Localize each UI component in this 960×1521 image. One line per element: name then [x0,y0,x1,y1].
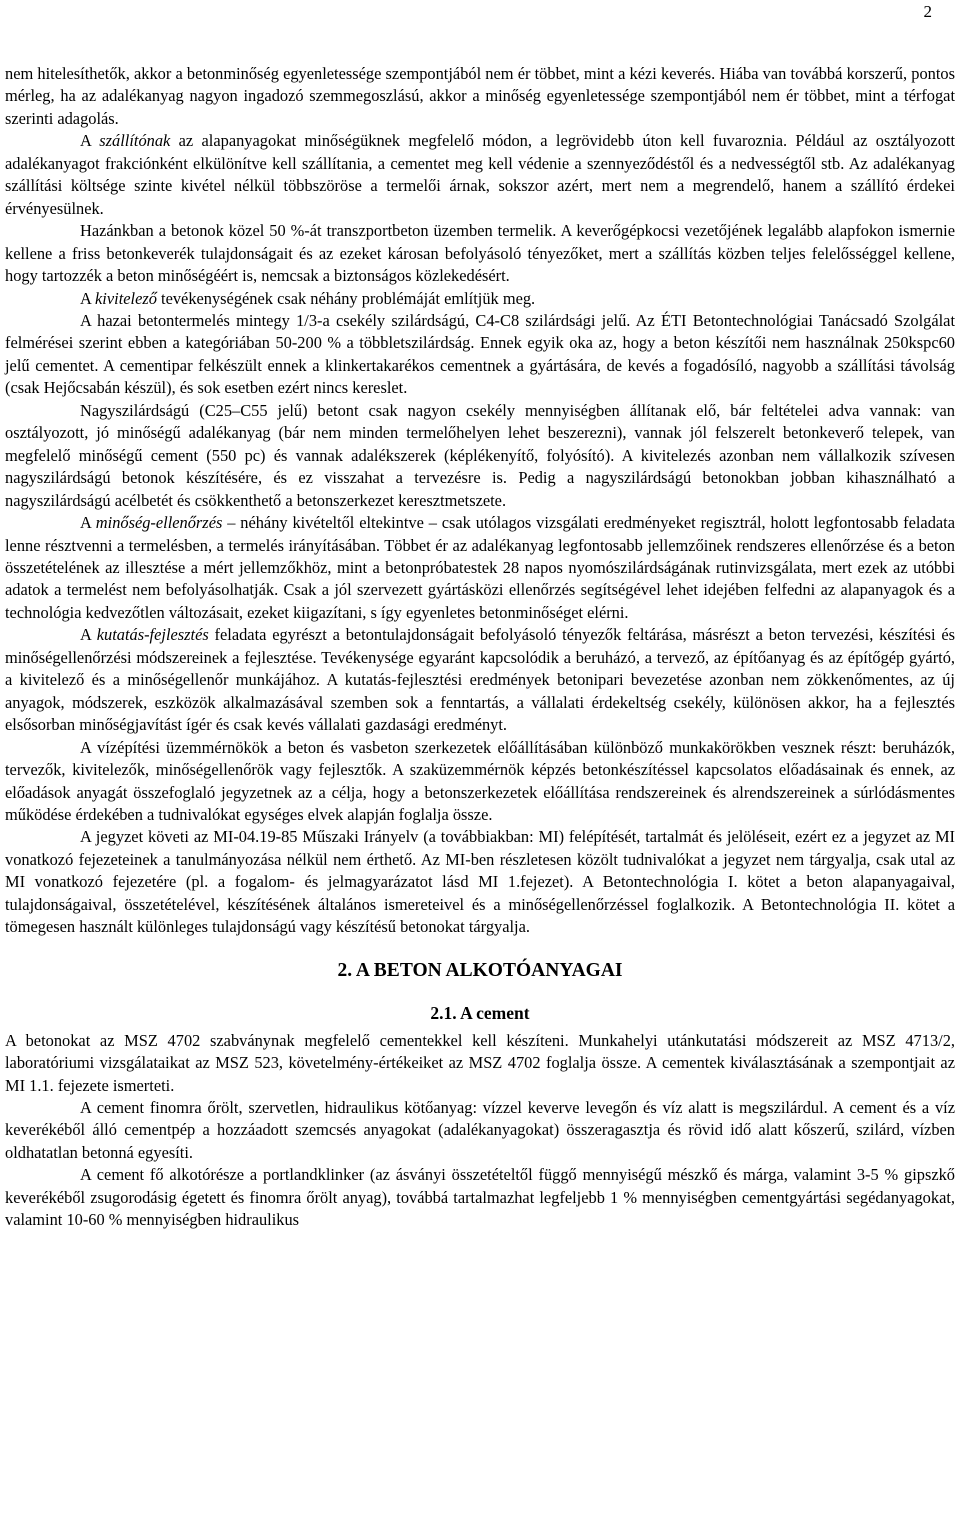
paragraph-quality-control [5,512,955,624]
paragraph-contractor [5,288,955,310]
paragraph-production: A hazai betontermelés mintegy 1/3-a csekély szilárdságú, C4-C8 szilárdsági jelű. Az ÉTI Betontechnológiai Tanácsadó Szolgálat felmérései szerint ebben a kategóriában 50-200 % a többletszilárdság. Ennek egyik oka az, hogy a beton készítői nem használnak 250kspc60 jelű cementet. A cementipar felkészült ennek a klinkertakarékos cementnek a gyártására, de kevés a fogadósíló, nagyobb a szállítási távolság (csak Hejőcsabán készül), és sok esetben ezért nincs kereslet. [5,310,955,398]
paragraph-high-strength: Nagyszilárdságú (C25–C55 jelű) betont csak nagyon csekély mennyiségben állítanak elő, bár feltételei adva vannak: van osztályozott, jó minőségű adalékanyag (bár nem minden termelőhelyen lehet beszerezni), vannak jól felszerelt betonkeverő telepek, van megfelelő minőségű cement (550 pc) és vannak adalékszerek (képlékenyítő, folyósító). A kivitelezés azonban nem vállalkozik szívesen nagyszilárdságú betonok készítésére, és ez visszahat a tervezésre is. Pedig a nagyszilárdságú betonokban jobban kihasználható a nagyszilárdságú acélbetét és csökkenthető a betonszerkezet keresztmetszete. [5,400,955,510]
text-segment: az alapanyagokat minőségüknek megfelelő módon, a legrövidebb úton kell fuvaroznia. Például az osztályozott adalékanyagot frakciónként elkülönítve kell szállítania, a cementet meg kell védenie a szennyeződéstől és a nedvességtől stb. Az adalékanyag szállítási költsége szinte kivétel nélkül többszöröse a termelői árnak, sokszor azért, mert nem a megrendelő, hanem a szállító érdekei érvényesülnek. [5,131,956,218]
paragraph-notes: A jegyzet követi az MI-04.19-85 Műszaki Irányelv (a továbbiakban: MI) felépítését, tartalmát és jelöléseit, ezért ez a jegyzet az MI vonatkozó fejezeteinek a tanulmányozása nélkül nem érthető. Az MI-ben részletesen közölt tudnivalókat a jegyzet nem tárgyalja, csak utal az MI vonatkozó fejezetére (pl. a fogalom- és jelmagyarázatot lásd MI 1.fejezet). A Betontechnológia I. kötet a beton alapanyagaival, tulajdonságaival, összetételével, készítésének általános ismereteivel és a minőségellenőrzéssel foglalkozik. A Betontechnológia II. kötet a tömegesen használt különleges tulajdonságú vagy készítésű betonokat tárgyalja. [5,827,955,937]
emphasis-term: kutatás-fejlesztés [96,625,209,645]
paragraph-research [5,624,955,736]
text-segment: A [80,625,97,645]
emphasis-term: minőség-ellenőrzés [95,513,223,533]
paragraph-standards: A betonokat az MSZ 4702 szabványnak megfelelő cementekkel kell készíteni. Munkahelyi utánkutatási módszereit az MSZ 4713/2, laboratóriumi vizsgálataikat az MSZ 523, követelmény-értékeiket az MSZ 4702 foglalja össze. A cementek kiválasztásának a szempontjait az MI 1.1. fejezete ismerteti. [5,1030,955,1095]
emphasis-term: szállítónak [99,131,171,151]
paragraph-engineers: A vízépítési üzemmérnökök a beton és vasbeton szerkezetek előállításában különböző munkakörökben vesznek részt: beruházók, tervezők, kivitelezők, minőségellenőrök vagy fejlesztők. A szaküzemmérnök képzés betonkészítéssel kapcsolatos előadásainak és ennek, az előadások anyagát összefoglaló jegyzetnek az a célja, hogy a betonszerkezetek előállítása rendszereinek és alrendszereinek a súrlódásmentes működése érdekében a tudnivalókat egységes elvek alapján foglalja össze. [5,737,955,824]
paragraph-cement-definition: A cement finomra őrölt, szervetlen, hidraulikus kötőanyag: vízzel keverve levegőn és víz alatt is megszilárdul. A cement és a víz keverékéből álló cementpép a hozzáadott szemcsés anyagokat (adalékanyagokat) összeragasztja és rövid idő alatt kőszerű, szilárd, vízben oldhatatlan betonná egyesíti. [5,1098,955,1162]
text-segment: A [80,131,100,151]
chapter-heading: 2. A BETON ALKOTÓANYAGAI [337,959,623,981]
section-heading: 2.1. A cement [430,1002,530,1023]
text-segment: – néhány kivételtől eltekintve – csak utólagos vizsgálati eredményeket regisztrál, holott legfontosabb feladata lenne résztvenni a termelésben, a termelés irányításában. Többet ér az adalékanyag legfontosabb jellemzőinek rendszeres ellenőrzése és a beton összetételének az illesztése a mért jellemzőkhöz, mint a betonpróbatestek 28 napos nyomószilárdságának rutinvizsgálata, mert ezek az utóbbi adatok a termelést nem befolyásolhatják. Csak a jól szervezett gyártásközi ellenőrzés segítségével lehet idejében felfedni az alapanyagok és a technológia kedvezőtlen változásait, ezeket kiigazítani, s így egyenletes betonminőséget elérni. [5,513,956,622]
paragraph-cement-components: A cement fő alkotórésze a portlandklinker (az ásványi összetételtől függő mennyiségű mészkő és márga, valamint 3-5 % gipszkő keverékéből zsugorodásig égetett és finomra őrölt anyag), továbbá tartalmazhat legfeljebb 1 % mennyiségben cementgyártási segédanyagokat, valamint 10-60 % mennyiségben hidraulikus [5,1165,955,1230]
emphasis-term: kivitelező [95,288,157,308]
page-number: 2 [923,2,932,21]
paragraph-ready-mix: Hazánkban a betonok közel 50 %-át transzportbeton üzemben termelik. A keverőgépkocsi vezetőjének legalább alapfokon ismernie kellene a friss betonkeverék tulajdonságait és az ezeket károsan befolyásoló tényezőket, mert a szállítás közben teljes felelősséggel kellene, hogy tartozzék a beton minőségéért is, nemcsak a biztonságos közlekedésért. [5,221,955,286]
document-body [5,63,955,1232]
text-segment: tevékenységének csak néhány problémáját említjük meg. [156,288,536,308]
text-segment: A [80,513,96,533]
paragraph-transport [5,130,955,220]
text-segment: A [80,288,96,308]
text-segment: feladata egyrészt a betontulajdonságait befolyásoló tényezők feltárása, másrészt a beton tervezési, készítési és minőségellenőrzési módszereinek a fejlesztése. Tevékenysége egyaránt kapcsolódik a beruházó, a tervező, az építőanyag és az építőgép gyártó, a kivitelező és a minőségellenőr munkájához. A kutatás-fejlesztési eredmények betonipari bevezetése azonban nem zökkenőmentes, az új anyagok, módszerek, eszközök alkalmazásával szemben sok a fenntartás, a vállalati érdekeltség csekély, különösen akkor, ha a fejlesztés elsősorban minőségjavítást ígér és csak kevés vállalati gazdasági eredményt. [5,625,956,735]
paragraph-continuation: nem hitelesíthetők, akkor a betonminőség egyenletessége szempontjából nem ér többet, mint a kézi keverés. Hiába van továbbá korszerű, pontos mérleg, ha az adalékanyag nagyon ingadozó szemmegoszlású, akkor a minőség egyenletessége szempontjából nem ér többet, mint a térfogat szerinti adagolás. [5,64,955,128]
